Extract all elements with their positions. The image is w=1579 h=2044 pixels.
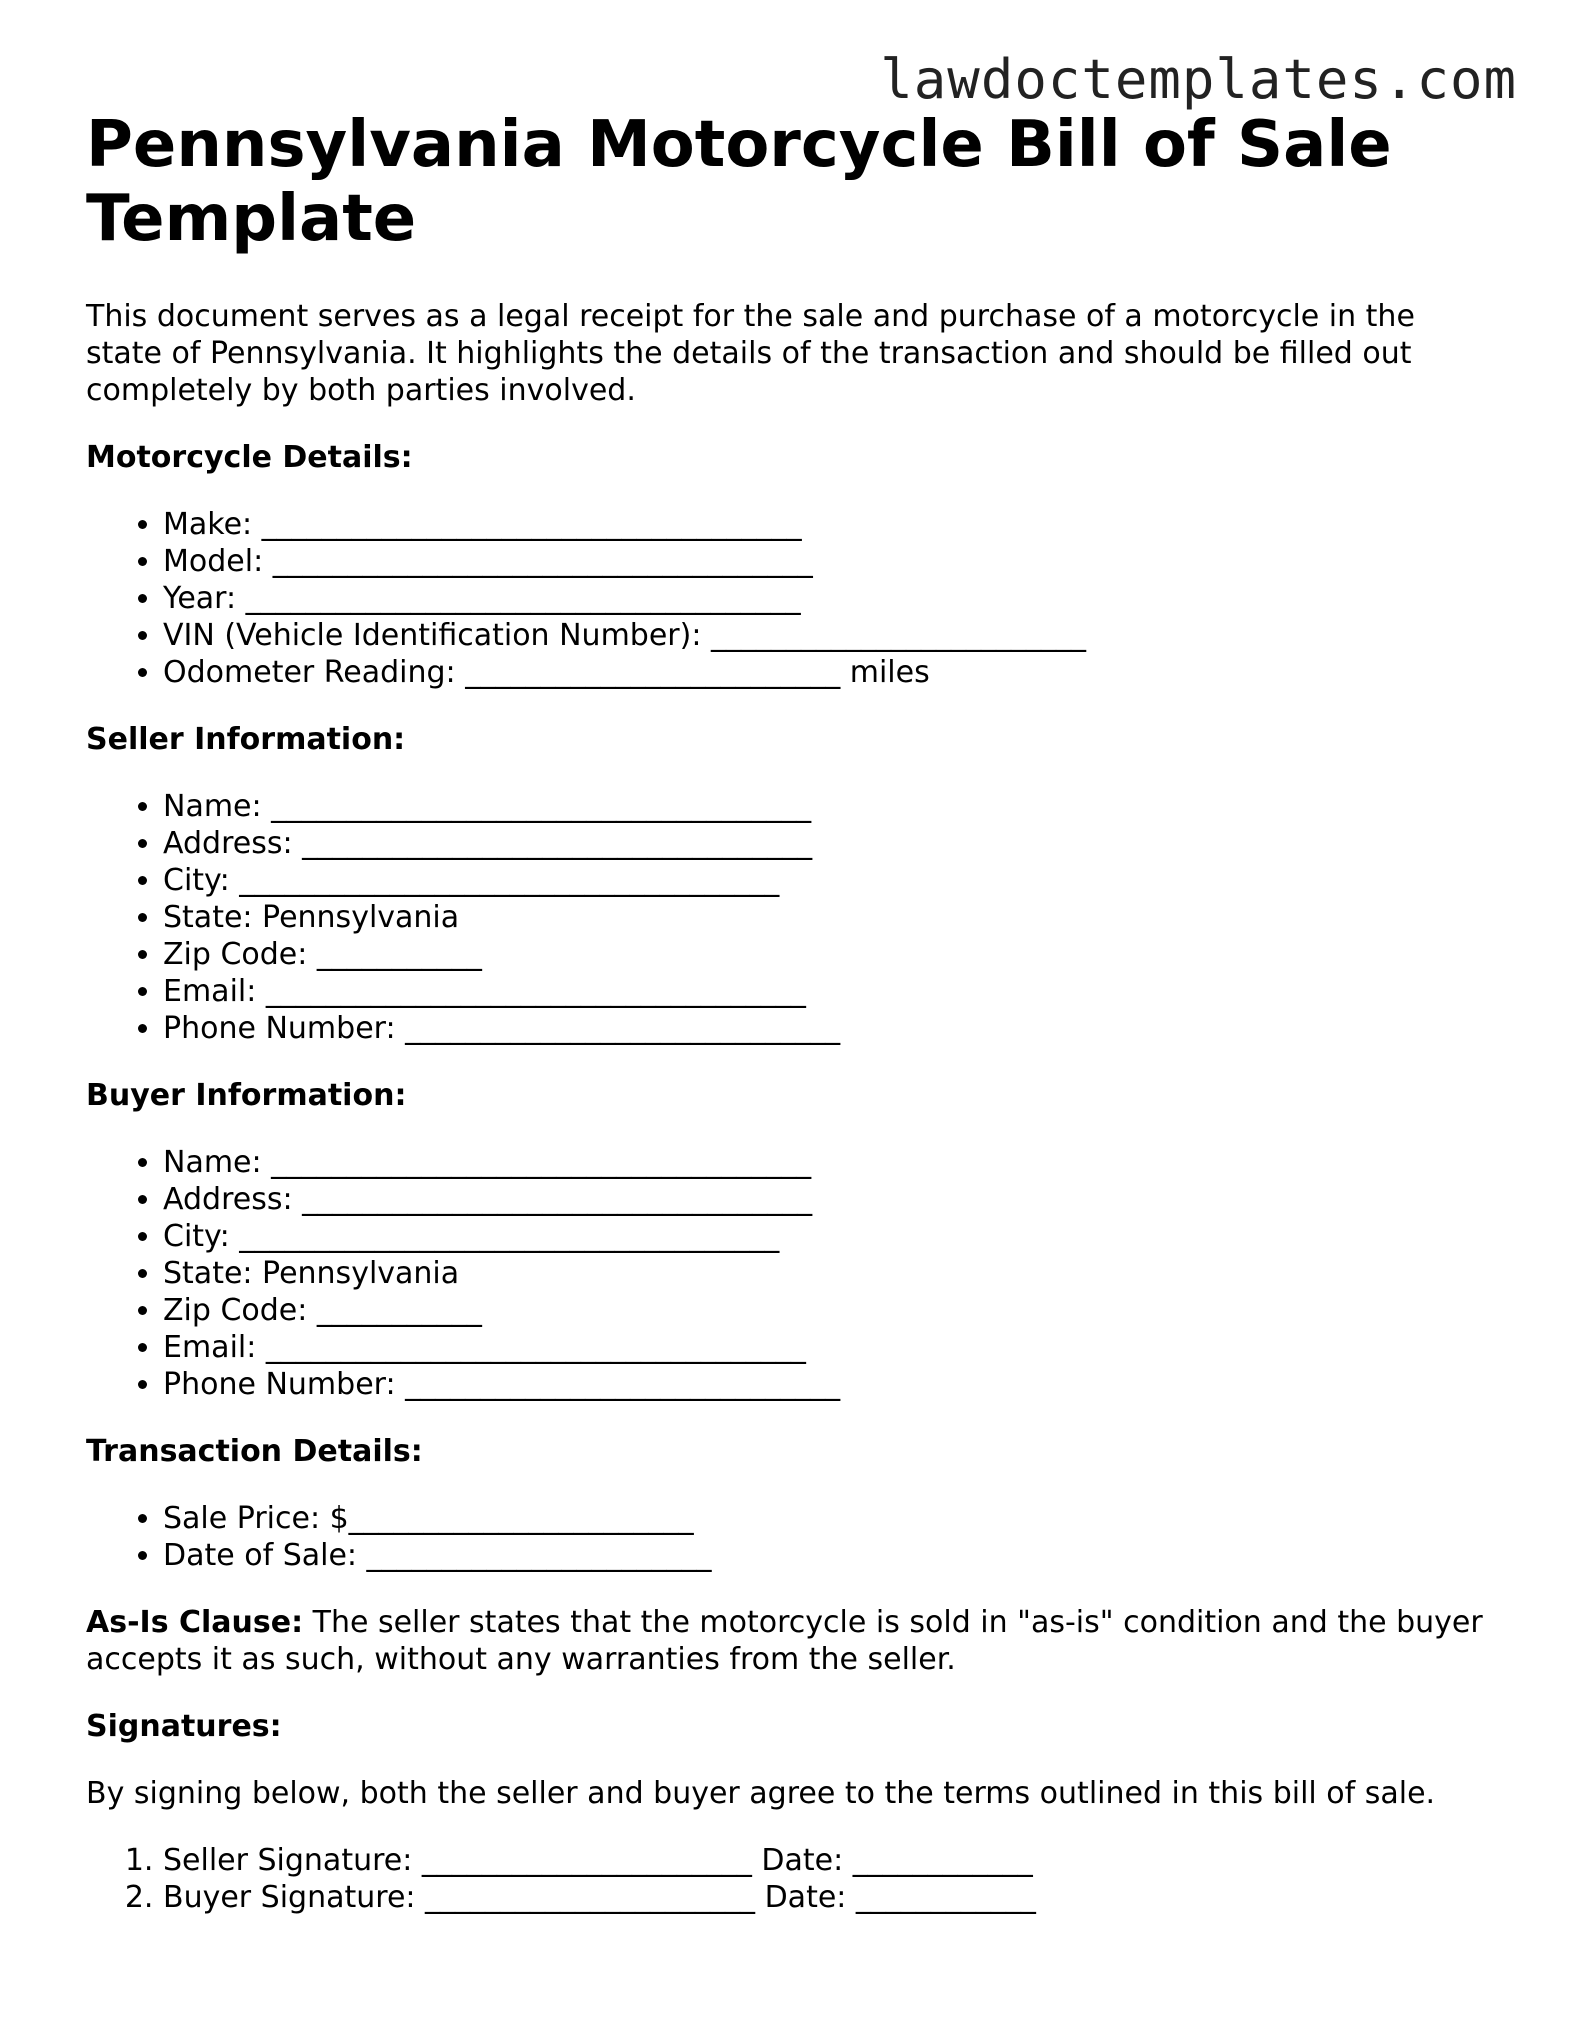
- seller-address: • Address: __________________________________: [163, 825, 1486, 862]
- as-is-label: As-Is Clause:: [86, 1605, 304, 1640]
- as-is-clause: [86, 1604, 1486, 1678]
- seller-email: • Email: ____________________________________: [163, 973, 1486, 1010]
- seller-phone: • Phone Number: _____________________________: [163, 1010, 1486, 1047]
- buyer-city: • City: ____________________________________: [163, 1218, 1486, 1255]
- buyer-signature-line: 2. Buyer Signature: ______________________ Date: ____________: [163, 1879, 1486, 1916]
- field-make: • Make: ____________________________________: [163, 506, 1486, 543]
- buyer-information-heading: Buyer Information:: [86, 1078, 407, 1113]
- transaction-details-list: [86, 1500, 1486, 1574]
- seller-information-list: [86, 788, 1486, 1047]
- watermark: lawdoctemplates.com: [880, 48, 1517, 111]
- as-is-text: The seller states that the motorcycle is sold in "as-is" condition and the buyer accepts it as such, without any warranties from the seller.: [86, 1605, 1483, 1677]
- field-year: • Year: _____________________________________: [163, 580, 1486, 617]
- field-odometer: • Odometer Reading: _________________________ miles: [163, 654, 1486, 691]
- buyer-address: • Address: __________________________________: [163, 1181, 1486, 1218]
- buyer-information-list: [86, 1144, 1486, 1403]
- buyer-state: • State: Pennsylvania: [163, 1255, 1486, 1292]
- signatures-heading: Signatures:: [86, 1709, 282, 1744]
- sale-price: • Sale Price: $_______________________: [163, 1500, 1486, 1537]
- seller-state: • State: Pennsylvania: [163, 899, 1486, 936]
- signatures-statement: By signing below, both the seller and buyer agree to the terms outlined in this bill of sale.: [86, 1776, 1436, 1811]
- seller-signature-line: 1. Seller Signature: ______________________ Date: ____________: [163, 1842, 1486, 1879]
- seller-information-heading: Seller Information:: [86, 722, 406, 757]
- motorcycle-details-heading: Motorcycle Details:: [86, 440, 413, 475]
- transaction-details-heading: Transaction Details:: [86, 1434, 423, 1469]
- intro-paragraph: This document serves as a legal receipt for the sale and purchase of a motorcycle in the state of Pennsylvania. It highlights the details of the transaction and should be filled out completely by both parties involved.: [86, 299, 1415, 408]
- field-model: • Model: ____________________________________: [163, 543, 1486, 580]
- seller-zip: • Zip Code: ___________: [163, 936, 1486, 973]
- document: [86, 108, 1486, 1916]
- buyer-name: • Name: ____________________________________: [163, 1144, 1486, 1181]
- date-of-sale: • Date of Sale: _______________________: [163, 1537, 1486, 1574]
- motorcycle-details-list: [86, 506, 1486, 691]
- buyer-phone: • Phone Number: _____________________________: [163, 1366, 1486, 1403]
- page-title: Pennsylvania Motorcycle Bill of Sale Template: [86, 108, 1392, 256]
- buyer-email: • Email: ____________________________________: [163, 1329, 1486, 1366]
- field-vin: • VIN (Vehicle Identification Number): _________________________: [163, 617, 1486, 654]
- seller-name: • Name: ____________________________________: [163, 788, 1486, 825]
- seller-city: • City: ____________________________________: [163, 862, 1486, 899]
- signatures-list: [86, 1842, 1486, 1916]
- buyer-zip: • Zip Code: ___________: [163, 1292, 1486, 1329]
